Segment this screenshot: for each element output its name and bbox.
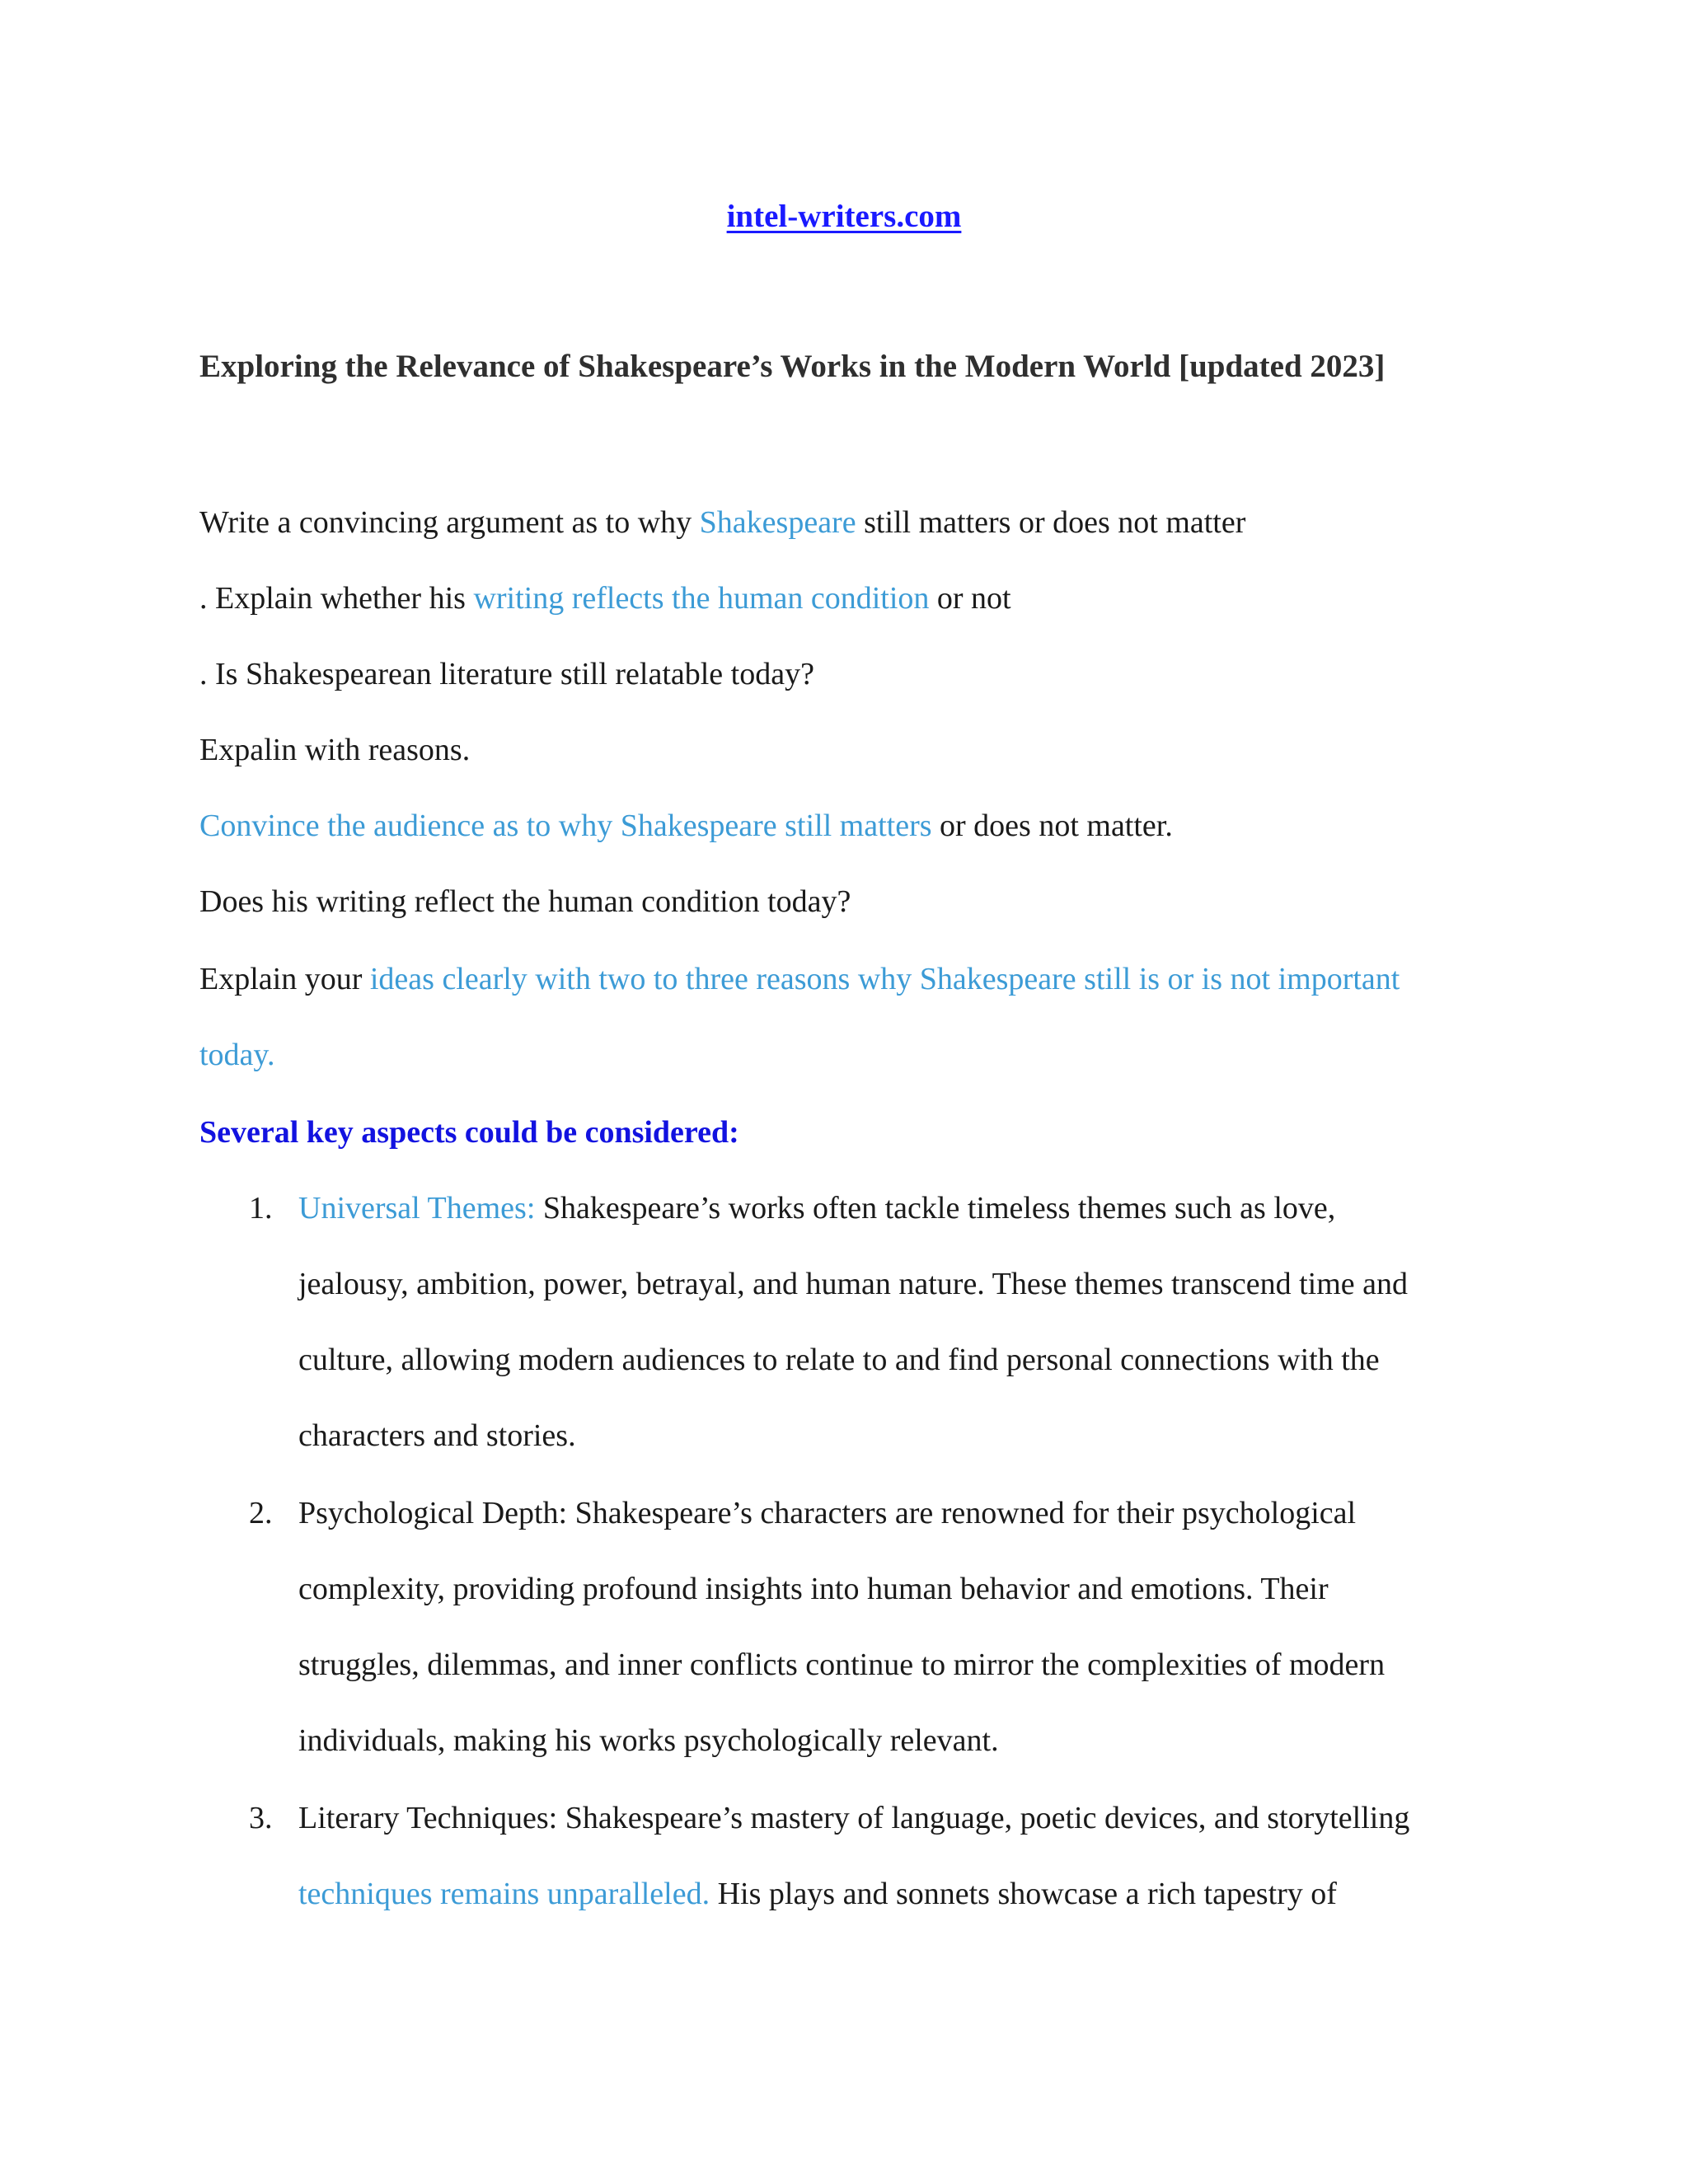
document-title: Exploring the Relevance of Shakespeare’s Works in the Modern World [updated 2023]	[199, 349, 1386, 384]
prompt-line-7	[199, 961, 1400, 997]
list-number: 2.	[249, 1496, 273, 1530]
list-item-3-line-2	[298, 1876, 1337, 1912]
prompt-text: Write a convincing argument as to why	[199, 505, 700, 540]
prompt-line-6: Does his writing reflect the human condition today?	[199, 884, 851, 919]
prompt-line-5	[199, 808, 1173, 844]
prompt-line-2	[199, 580, 1011, 616]
prompt-text: . Explain whether his	[199, 581, 474, 616]
prompt-line-1	[199, 504, 1245, 541]
shakespeare-link[interactable]: Shakespeare	[699, 505, 856, 540]
human-condition-link[interactable]: writing reflects the human condition	[473, 581, 930, 616]
list-item-1-line-2: jealousy, ambition, power, betrayal, and human nature. These themes transcend time and	[298, 1267, 1408, 1301]
list-item-2-line-2: complexity, providing profound insights into human behavior and emotions. Their	[298, 1572, 1329, 1606]
prompt-line-8[interactable]: today.	[199, 1038, 275, 1072]
prompt-text: or not	[929, 581, 1011, 616]
list-number: 3.	[249, 1801, 273, 1835]
list-item-2-line-3: struggles, dilemmas, and inner conflicts continue to mirror the complexities of modern	[298, 1647, 1386, 1682]
universal-themes-link[interactable]: Universal Themes:	[298, 1191, 536, 1226]
list-item-1-line-3: culture, allowing modern audiences to relate to and find personal connections with the	[298, 1343, 1380, 1377]
list-item-2-line-1: Psychological Depth: Shakespeare’s characters are renowned for their psychological	[298, 1496, 1357, 1530]
ideas-clearly-link[interactable]: ideas clearly with two to three reasons why Shakespeare still is or is not important	[369, 962, 1400, 996]
prompt-line-4: Expalin with reasons.	[199, 733, 471, 767]
prompt-text: Explain your	[199, 962, 370, 996]
prompt-text: still matters or does not matter	[856, 505, 1246, 540]
list-text: His plays and sonnets showcase a rich tapestry of	[710, 1877, 1337, 1911]
aspects-heading: Several key aspects could be considered:	[199, 1115, 739, 1150]
list-number: 1.	[249, 1191, 273, 1226]
list-item-1-line-4: characters and stories.	[298, 1418, 576, 1453]
list-item-2-line-4: individuals, making his works psychologically relevant.	[298, 1723, 999, 1758]
list-item-1-line-1	[298, 1190, 1335, 1226]
list-text: Shakespeare’s works often tackle timeless themes such as love,	[535, 1191, 1336, 1226]
convince-audience-link[interactable]: Convince the audience as to why Shakespeare still matters	[199, 808, 932, 843]
list-item-3-line-1[interactable]: Literary Techniques: Shakespeare’s mastery of language, poetic devices, and storytelling	[298, 1801, 1410, 1835]
prompt-line-3: . Is Shakespearean literature still relatable today?	[199, 657, 814, 691]
techniques-link[interactable]: techniques remains unparalleled.	[298, 1877, 710, 1911]
prompt-text: or does not matter.	[931, 808, 1173, 843]
site-link[interactable]: intel-writers.com	[726, 199, 962, 234]
